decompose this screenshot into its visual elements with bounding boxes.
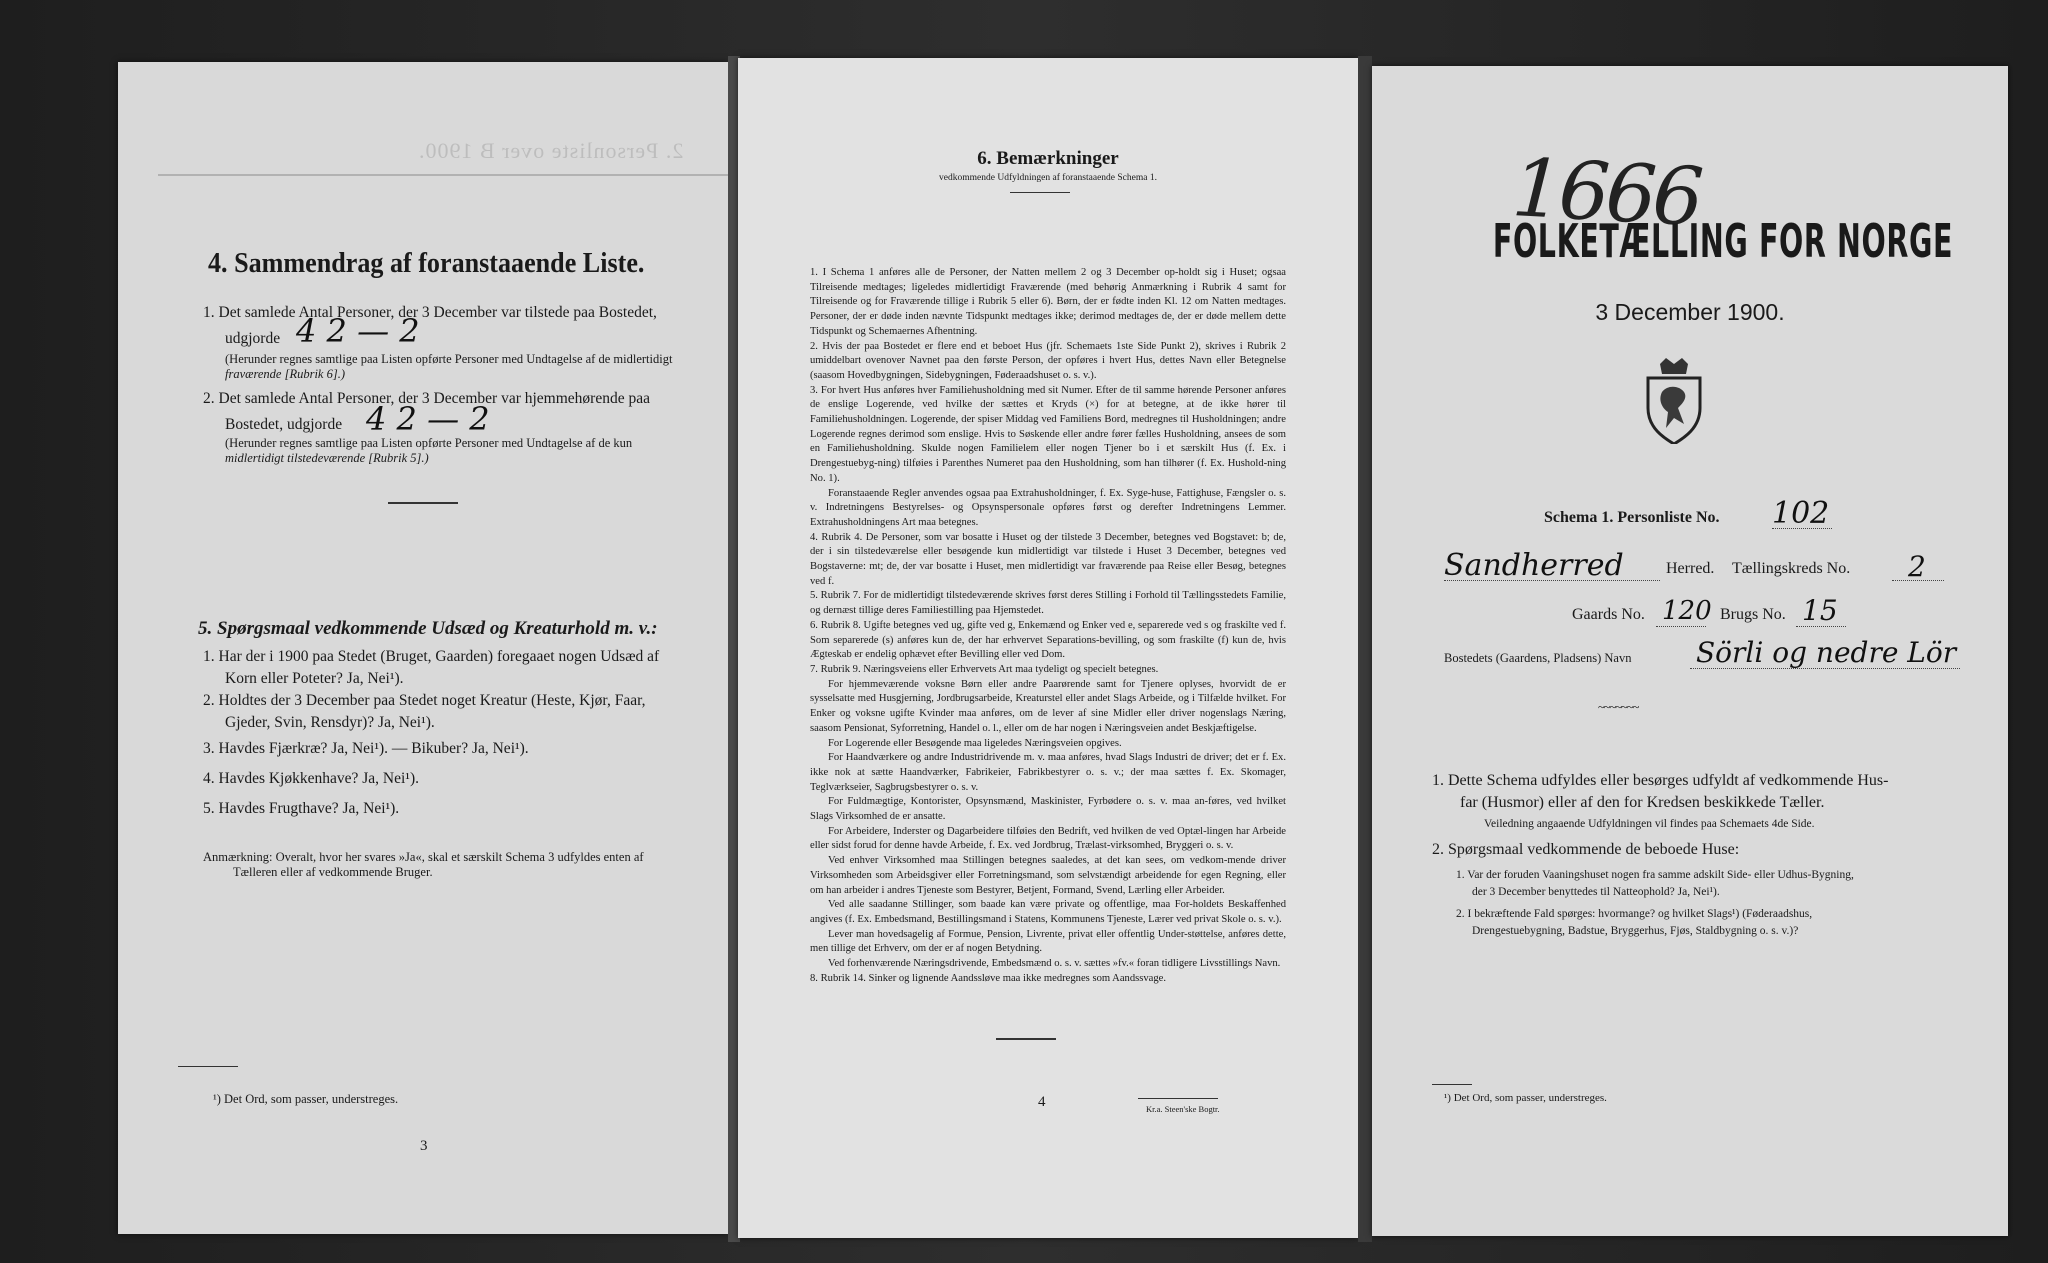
divider	[996, 1038, 1056, 1040]
schema-label: Schema 1. Personliste No.	[1544, 509, 1720, 526]
question2-line2: Gjeder, Svin, Rensdyr)? Ja, Nei¹).	[225, 714, 435, 731]
remark-paragraph: 3. For hvert Hus anføres hver Familiehusholdning med sit Numer. Efter de til samme hørende Personer anføres de enslige Logerende, ved hvilke der sættes et Kryds (×) for at betegne, at de ikke hører til Familiehusholdningen. Logerende, der spiser Middag ved Familiens Bord, medregnes til Husholdningen; andre Logerende regnes derimod som enslige. Hvis to Søskende eller andre fører fælles Husholdning, ansees de som en Familiehusholdning. Skulde nogen Familielem eller nogen Tjener bo i et særskilt Hus (f. Ex. i Drengestuebyg-ning) tilføies i Parenthes Numeret paa den Husholdning, som han tilhører (f. Ex. Hushold-ning No. 1).	[810, 384, 1286, 484]
printer-imprint: Kr.a. Steen'ske Bogtr.	[1146, 1104, 1220, 1114]
remark-paragraph: 8. Rubrik 14. Sinker og lignende Aandssløve maa ikke medregnes som Aandssvage.	[810, 972, 1167, 984]
remark-paragraph: 2. Hvis der paa Bostedet er flere end et beboet Hus (jfr. Schemaets 1ste Side Punkt 2), skrives i Rubrik 2 umiddelbart ovenover Navnet paa den første Person, der opføres i hvert Hus, dettes Navn eller Betegnelse (saasom Hovedbygningen, Sidebygningen, Føderaadshuset o. s. v.).	[810, 340, 1286, 381]
summary-item2-line1: 2. Det samlede Antal Personer, der 3 December var hjemmehørende paa	[203, 390, 650, 407]
divider	[388, 502, 458, 504]
fill-line	[1690, 668, 1960, 669]
census-title: FOLKETÆLLING FOR NORGE	[1492, 214, 1954, 268]
item1-handwritten-count: 4 2 — 2	[296, 312, 420, 350]
question3: 3. Havdes Fjærkræ? Ja, Nei¹). — Bikuber? Ja, Nei¹).	[203, 740, 529, 757]
divider	[1010, 192, 1070, 193]
house-question1-line1: 1. Var der foruden Vaaningshuset nogen fra samme adskilt Side- eller Udhus-Bygning,	[1456, 869, 1854, 881]
remark-paragraph: 4. Rubrik 4. De Personer, som var bosatte i Huset og der tilstede 3 December, betegnes ved Bogstavet: b; de, der i sin tilstedeværelse eller besøgende kun midlertidigt var tilstede i Huset 3 December, betegnes ved Bogstaverne: mt; de, der var bosatte i Huset, men midlertidigt var fraværende paa Reise eller Besøg, betegnes ved f.	[810, 531, 1286, 587]
tellingskreds-label: Tællingskreds No.	[1732, 560, 1851, 577]
instruction1-note: Veiledning angaaende Udfyldningen vil findes paa Schemaets 4de Side.	[1484, 818, 1815, 830]
house-question2-line1: 2. I bekræftende Fald spørges: hvormange? og hvilket Slags¹) (Føderaadshus,	[1456, 908, 1813, 920]
summary-item1-line2: udgjorde	[225, 330, 281, 347]
remark-paragraph: Foranstaaende Regler anvendes ogsaa paa Extrahusholdninger, f. Ex. Syge-huse, Fattighuse, Fængsler o. s. v. Indretningens Bestyrelses- og Opsynspersonale opføres først og derefter Indretningens Lemmer. Extrahusholdningens Art maa betegnes.	[810, 487, 1286, 528]
ornament-divider: ~~~~~~~	[1598, 700, 1639, 714]
remark-paragraph: For hjemmeværende voksne Børn eller andre Paarørende samt for Tjenere oplyses, hvorvidt de er sysselsatte med Husgjerning, Jordbrugsarbeide, Kreaturstel eller andet Slags Arbeide, og i Tilfælde hvilket. For Enker og voksne ugifte Kvinder maa anføres, om de lever af sine Midler eller driver nogenslags Næring, saasom Pensionat, Syforretning, Handel o. l., eller om de har nogen i Næringsveien andet Beskjæftigelse.	[810, 678, 1286, 734]
gaards-label: Gaards No.	[1572, 606, 1645, 623]
tellingskreds-handwritten: 2	[1908, 550, 1926, 583]
instruction2: 2. Spørgsmaal vedkommende de beboede Huse:	[1432, 841, 1740, 858]
question5: 5. Havdes Frugthave? Ja, Nei¹).	[203, 800, 400, 817]
remark-paragraph: 1. I Schema 1 anføres alle de Personer, der Natten mellem 2 og 3 December op-holdt sig i Huset; ogsaa Tilreisende medtages; ligeledes midlertidigt Fraværende (med behørig Anmærkning i Rubrik 4 samt for Tilreisende og for Fraværende tillige i Rubrik 5 eller 6). Børn, der er fødte inden Kl. 12 om Natten medtages. Personer, der er døde inden nævnte Tidspunkt medtages ikke; derimod medtages de, der er døde mellem dette Tidspunkt og Schemaernes Afhentning.	[810, 267, 1286, 337]
remark-paragraph: 7. Rubrik 9. Næringsveiens eller Erhvervets Art maa tydeligt og specielt betegnes.	[810, 663, 1159, 675]
footnote-rule	[178, 1066, 238, 1067]
item2-note-line2: midlertidigt tilstedeværende [Rubrik 5].)	[225, 451, 429, 465]
book-gutter	[1358, 56, 1372, 1242]
remark-paragraph: 6. Rubrik 8. Ugifte betegnes ved ug, gifte ved g, Enkemænd og Enker ved e, separerede ved s og fraskilte ved f. Som separerede (s) anføres kun de, der har erhvervet Separations-bevilling, og som fraskilte (f) kun de, hvis Ægteskab er endelig ophævet efter Bevilling eller ved Dom.	[810, 619, 1286, 661]
remark-paragraph: Ved forhenværende Næringsdrivende, Embedsmænd o. s. v. sættes »fv.« foran tidligere Livsstillings Navn.	[828, 958, 1281, 970]
personliste-number-handwritten: 102	[1772, 496, 1830, 531]
fill-line	[1656, 626, 1706, 627]
bosted-label: Bostedets (Gaardens, Pladsens) Navn	[1444, 651, 1632, 665]
brugs-label: Brugs No.	[1720, 606, 1786, 623]
fill-line	[1444, 580, 1660, 581]
remark-paragraph: Ved enhver Virksomhed maa Stillingen betegnes saaledes, at det kan sees, om vedkom-mende driver Virksomheden som Arbeidsgiver eller Forretningsmand, som selvstændigt arbeidende for egen Regning, eller om han arbeider i andres Tjeneste som Bestyrer, Betjent, Formand, Svend, Lærling eller Arbeider.	[810, 855, 1286, 896]
middle-page	[738, 58, 1358, 1238]
fill-line	[1772, 528, 1832, 529]
bleed-through-rule	[158, 174, 728, 176]
instruction1-line1: 1. Dette Schema udfyldes eller besørges udfyldt af vedkommende Hus-	[1432, 772, 1889, 789]
fill-line	[1892, 580, 1944, 581]
printer-rule	[1138, 1098, 1218, 1099]
left-page	[118, 62, 728, 1234]
remark-paragraph: 5. Rubrik 7. For de midlertidigt tilstedeværende skrives først deres Stilling i Forhold til Tællingsstedets Familie, og dernæst tillige deres Familiestilling paa Hjemstedet.	[810, 590, 1286, 617]
bosted-name-handwritten: Sörli og nedre Lör	[1696, 636, 1957, 669]
archive-number-handwritten: 1666	[1509, 141, 1702, 244]
item1-note-line1: (Herunder regnes samtlige paa Listen opførte Personer med Undtagelse af de midlertidigt	[225, 352, 673, 366]
remark-paragraph: For Arbeidere, Inderster og Dagarbeidere tilføies den Bedrift, ved hvilken de ved Optæl-lingen har Arbeide eller sidst forud for denne havde Arbeide, f. Ex. ved Jordbrug, Trælast-virksomhed, Bryggeri o. s. v.	[810, 825, 1286, 852]
question1-line1: 1. Har der i 1900 paa Stedet (Bruget, Gaarden) foregaaet nogen Udsæd af	[203, 648, 660, 665]
footnote-rule	[1432, 1084, 1472, 1085]
remarks-body	[810, 266, 1286, 986]
question4: 4. Havdes Kjøkkenhave? Ja, Nei¹).	[203, 770, 419, 787]
fill-line	[1796, 626, 1846, 627]
remarks-subtitle: vedkommende Udfyldningen af foranstaaende Schema 1.	[939, 173, 1157, 183]
census-date: 3 December 1900.	[1595, 299, 1785, 325]
item2-note-line1: (Herunder regnes samtlige paa Listen opførte Personer med Undtagelse af de kun	[225, 436, 633, 450]
remark-paragraph: Ved alle saadanne Stillinger, som baade kan være private og offentlige, maa For-holdets Beskaffenhed angives (f. Ex. Embedsmand, Bestillingsmand i Statens, Kommunens Tjeneste, Lærer ved privat Skole o. s. v.).	[810, 899, 1286, 925]
remark-line2: Tælleren eller af vedkommende Bruger.	[233, 865, 433, 879]
bleed-through-text: 2. Personliste over B 1900.	[418, 138, 684, 163]
house-question2-line2: Drengestuebygning, Badstue, Bryggerhus, Fjøs, Staldbygning o. s. v.)?	[1472, 925, 1799, 937]
house-question1-line2: der 3 December benyttedes til Natteophold? Ja, Nei¹).	[1472, 886, 1720, 898]
page-number: 3	[420, 1138, 428, 1154]
footnote: ¹) Det Ord, som passer, understreges.	[213, 1092, 399, 1106]
instruction1-line2: far (Husmor) eller af den for Kredsen beskikkede Tæller.	[1460, 794, 1825, 811]
summary-item1-line1: 1. Det samlede Antal Personer, der 3 December var tilstede paa Bostedet,	[203, 304, 657, 321]
gaards-number-handwritten: 120	[1662, 596, 1712, 626]
herred-handwritten: Sandherred	[1444, 548, 1624, 583]
question1-line2: Korn eller Poteter? Ja, Nei¹).	[225, 670, 404, 687]
remark-line1: Anmærkning: Overalt, hvor her svares »Ja«, skal et særskilt Schema 3 udfyldes enten af	[203, 850, 644, 864]
brugs-number-handwritten: 15	[1802, 594, 1838, 627]
item2-handwritten-count: 4 2 — 2	[366, 400, 490, 438]
coat-of-arms-icon	[1640, 358, 1708, 444]
remarks-title: 6. Bemærkninger	[977, 148, 1119, 169]
item1-note-line2: fraværende [Rubrik 6].)	[225, 367, 346, 381]
herred-label: Herred.	[1666, 560, 1715, 577]
remark-paragraph: For Haandværkere og andre Industridrivende m. v. maa anføres, hvad Slags Industri de driver; det er f. Ex. ikke nok at sætte Haandværker, Fabrikeier, Fabrikbestyrer o. s. v.; der maa sættes f. Ex. Skomager, Teglværkseier, Sagbrugsbestyrer o. s. v.	[810, 752, 1286, 793]
question2-line1: 2. Holdtes der 3 December paa Stedet noget Kreatur (Heste, Kjør, Faar,	[203, 692, 646, 709]
section4-title: 4. Sammendrag af foranstaaende Liste.	[208, 247, 645, 279]
remark-paragraph: For Logerende eller Besøgende maa ligeledes Næringsveien opgives.	[828, 737, 1122, 749]
remark-paragraph: For Fuldmægtige, Kontorister, Opsynsmænd, Maskinister, Fyrbødere o. s. v. maa an-føres, ved hvilket Slags Virksomhed de er ansatte.	[810, 796, 1286, 823]
page-number: 4	[1038, 1094, 1046, 1110]
section5-title: 5. Spørgsmaal vedkommende Udsæd og Kreaturhold m. v.:	[198, 618, 658, 639]
right-page	[1372, 66, 2008, 1236]
remark-paragraph: Lever man hovedsagelig af Formue, Pension, Livrente, privat eller offentlig Under-støttelse, anføres dette, men tillige det Erhverv, om der er af nogen Betydning.	[810, 928, 1286, 955]
summary-item2-line2: Bostedet, udgjorde	[225, 416, 343, 433]
footnote: ¹) Det Ord, som passer, understreges.	[1444, 1092, 1607, 1104]
